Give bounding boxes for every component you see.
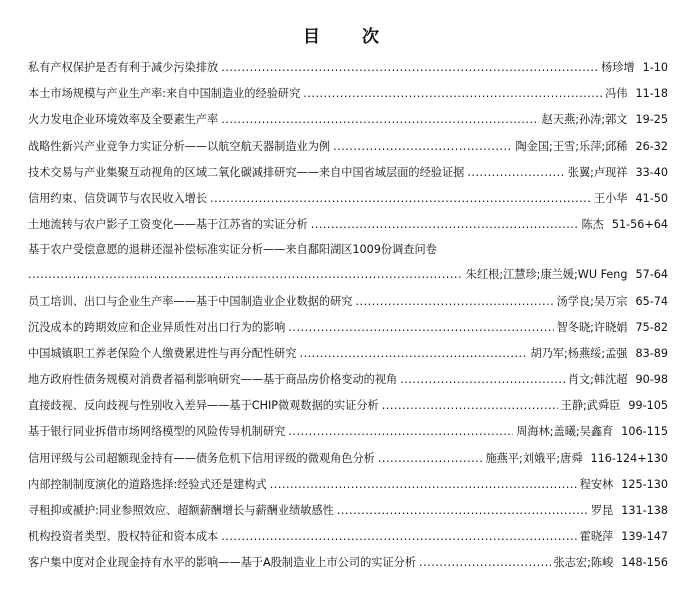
entry-pages: 11-18 (635, 87, 668, 101)
entry-title[interactable]: 基于农户受偿意愿的退耕还湿补偿标准实证分析——来自鄱阳湖区1009份调查问卷 (28, 243, 437, 257)
entry-authors: 霍晓萍 (579, 530, 614, 544)
toc-entry[interactable] (28, 160, 668, 186)
toc-list (28, 55, 668, 577)
toc-entry[interactable] (28, 289, 668, 315)
entry-authors: 施燕平;刘娥平;唐舜 (485, 451, 583, 465)
entry-pages: 26-32 (635, 139, 668, 153)
toc-entry[interactable] (28, 446, 668, 472)
toc-entry[interactable] (28, 81, 668, 107)
toc-heading: 目 次 (303, 27, 397, 47)
leader-dots (221, 524, 576, 550)
toc-entry[interactable] (28, 212, 668, 238)
toc-entry[interactable] (28, 55, 668, 81)
entry-title[interactable]: 内部控制制度演化的道路选择:经验式还是建构式 (28, 477, 267, 491)
toc-entry[interactable] (28, 186, 668, 212)
toc-entry-continuation (28, 262, 668, 288)
entry-title[interactable]: 信用约束、信贷调节与农民收入增长 (28, 191, 208, 205)
entry-title[interactable]: 土地流转与农户影子工资变化——基于江苏省的实证分析 (28, 218, 308, 232)
leader-dots (311, 212, 579, 238)
entry-title[interactable]: 技术交易与产业集聚互动视角的区域二氧化碳减排研究——来自中国省域层面的经验证据 (28, 165, 465, 179)
leader-dots (378, 446, 483, 472)
leader-dots (337, 498, 588, 524)
toc-entry[interactable] (28, 315, 668, 341)
toc-entry[interactable] (28, 393, 668, 419)
entry-authors: 张翼;卢现祥 (567, 165, 628, 179)
entry-title[interactable]: 沉没成本的跨期效应和企业异质性对出口行为的影响 (28, 320, 286, 334)
entry-title[interactable]: 机构投资者类型、股权特征和资本成本 (28, 530, 219, 544)
leader-dots (355, 289, 553, 315)
entry-authors: 陈杰 (581, 218, 604, 232)
entry-pages: 65-74 (635, 294, 668, 308)
entry-title[interactable]: 信用评级与公司超额现金持有——债务危机下信用评级的微观角色分析 (28, 451, 375, 465)
leader-dots (288, 419, 513, 445)
entry-title[interactable]: 寻租抑或褫护:同业参照效应、超额薪酬增长与薪酬业绩敏感性 (28, 504, 334, 517)
toc-entry[interactable] (28, 550, 668, 576)
leader-dots (467, 160, 564, 186)
entry-authors: 陶金国;王雪;乐萍;邱稀 (515, 139, 628, 153)
leader-dots (221, 55, 598, 81)
toc-entry[interactable] (28, 367, 668, 393)
entry-title[interactable]: 直接歧视、反向歧视与性别收入差异——基于CHIP微观数据的实证分析 (28, 399, 379, 413)
leader-dots (221, 107, 538, 133)
entry-authors: 智冬晓;许晓娟 (556, 320, 628, 334)
entry-title[interactable]: 员工培训、出口与企业生产率——基于中国制造业企业数据的研究 (28, 294, 353, 308)
entry-pages: 57-64 (635, 268, 668, 282)
entry-authors: 胡乃军;杨燕绥;孟强 (530, 346, 628, 360)
entry-pages: 51-56+64 (611, 218, 668, 232)
entry-title[interactable]: 火力发电企业环境效率及全要素生产率 (28, 113, 219, 127)
leader-dots (419, 550, 551, 576)
entry-authors: 汤学良;吴万宗 (556, 294, 628, 308)
leader-dots (210, 186, 591, 212)
entry-authors: 朱红根;江慧珍;康兰媛;WU Feng (465, 268, 628, 282)
entry-authors: 王小华 (593, 191, 628, 205)
toc-entry[interactable] (28, 524, 668, 550)
entry-authors: 张志宏;陈峻 (553, 556, 614, 570)
entry-pages: 90-98 (635, 373, 668, 387)
toc-entry[interactable] (28, 134, 668, 160)
entry-title[interactable]: 基于银行同业拆借市场网络模型的风险传导机制研究 (28, 425, 286, 439)
entry-authors: 肖文;韩沈超 (567, 373, 628, 387)
entry-pages: 41-50 (635, 191, 668, 205)
entry-authors: 周海林;盖曦;吴鑫育 (516, 425, 614, 439)
entry-title[interactable]: 私有产权保护是否有利于减少污染排放 (28, 61, 219, 74)
entry-authors: 罗昆 (590, 504, 614, 517)
entry-title[interactable]: 地方政府性债务规模对消费者福利影响研究——基于商品房价格变动的视角 (28, 373, 398, 387)
entry-title[interactable]: 客户集中度对企业现金持有水平的影响——基于A股制造业上市公司的实证分析 (28, 556, 417, 570)
entry-pages: 83-89 (635, 346, 668, 360)
toc-entry[interactable] (28, 107, 668, 133)
entry-authors: 王静;武舜臣 (560, 399, 621, 413)
entry-authors: 赵天燕;孙涛;郭文 (541, 113, 628, 127)
entry-pages: 75-82 (635, 320, 668, 334)
entry-pages: 148-156 (621, 556, 668, 570)
entry-pages: 139-147 (621, 530, 668, 544)
entry-title[interactable]: 中国城镇职工养老保险个人缴费累进性与再分配性研究 (28, 346, 297, 360)
entry-title[interactable]: 本土市场规模与产业生产率:来自中国制造业的经验研究 (28, 87, 301, 101)
leader-dots (382, 393, 558, 419)
leader-dots (300, 341, 528, 367)
entry-pages: 116-124+130 (590, 451, 668, 465)
entry-pages: 131-138 (621, 504, 668, 517)
entry-pages: 33-40 (635, 165, 668, 179)
entry-title[interactable]: 战略性新兴产业竞争力实证分析——以航空航天器制造业为例 (28, 139, 331, 153)
toc-entry[interactable] (28, 238, 668, 262)
entry-pages: 106-115 (621, 425, 668, 439)
entry-authors: 冯伟 (605, 87, 628, 101)
entry-authors: 程安林 (579, 477, 614, 491)
toc-entry[interactable] (28, 498, 668, 524)
toc-entry[interactable] (28, 341, 668, 367)
entry-authors: 杨珍增 (601, 61, 635, 74)
leader-dots (288, 315, 553, 341)
entry-pages: 19-25 (635, 113, 668, 127)
toc-entry[interactable] (28, 472, 668, 498)
leader-dots (333, 134, 512, 160)
leader-dots (400, 367, 565, 393)
leader-dots (303, 81, 602, 107)
entry-pages: 99-105 (628, 399, 668, 413)
leader-dots (270, 472, 577, 498)
leader-dots (28, 262, 463, 288)
entry-pages: 1-10 (642, 61, 668, 74)
toc-entry[interactable] (28, 419, 668, 445)
entry-pages: 125-130 (621, 477, 668, 491)
